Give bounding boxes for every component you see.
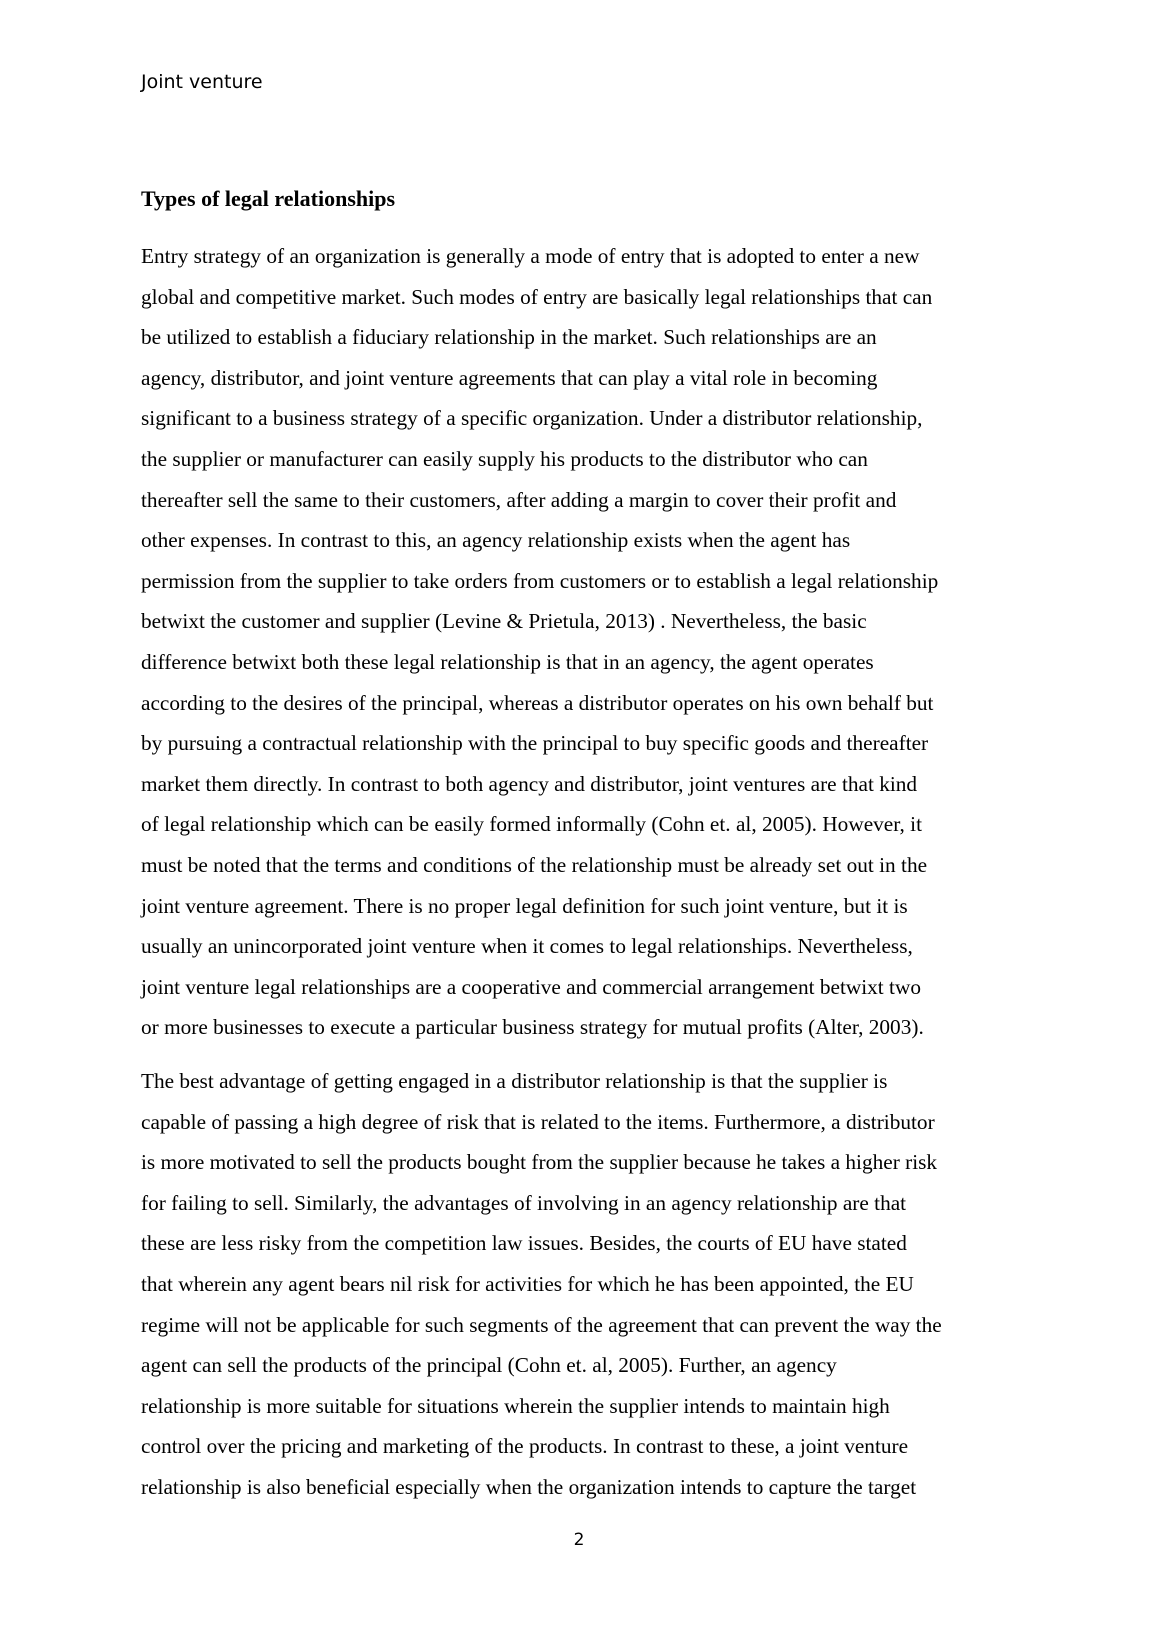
- text-line: Entry strategy of an organization is generally a mode of entry that is adopted to enter a new: [141, 244, 920, 268]
- paragraph-1: [141, 236, 1031, 1048]
- text-line: for failing to sell. Similarly, the advantages of involving in an agency relationship are that: [141, 1190, 907, 1215]
- text-line: thereafter sell the same to their customers, after adding a margin to cover their profit and: [141, 487, 897, 512]
- text-line: global and competitive market. Such modes of entry are basically legal relationships that can: [141, 284, 933, 309]
- text-line: must be noted that the terms and conditions of the relationship must be already set out in the: [141, 852, 928, 877]
- text-line: difference betwixt both these legal relationship is that in an agency, the agent operates: [141, 649, 874, 674]
- text-line: capable of passing a high degree of risk that is related to the items. Furthermore, a distributor: [141, 1109, 935, 1134]
- text-line: The best advantage of getting engaged in a distributor relationship is that the supplier is: [141, 1069, 888, 1093]
- text-line: other expenses. In contrast to this, an agency relationship exists when the agent has: [141, 528, 851, 553]
- text-line: relationship is also beneficial especially when the organization intends to capture the target: [141, 1474, 917, 1499]
- paragraph-2: [141, 1061, 1031, 1508]
- text-line: of legal relationship which can be easily formed informally (Cohn et. al, 2005). However, it: [141, 812, 922, 837]
- text-line: agent can sell the products of the principal (Cohn et. al, 2005). Further, an agency: [141, 1353, 837, 1378]
- text-line: be utilized to establish a fiduciary relationship in the market. Such relationships are an: [141, 325, 877, 350]
- text-line: or more businesses to execute a particular business strategy for mutual profits (Alter, 2003).: [141, 1015, 924, 1040]
- text-line: these are less risky from the competition law issues. Besides, the courts of EU have stated: [141, 1231, 907, 1256]
- text-line: agency, distributor, and joint venture agreements that can play a vital role in becoming: [141, 365, 878, 390]
- section-heading: Types of legal relationships: [141, 186, 396, 211]
- page-number: 2: [573, 1530, 585, 1550]
- text-line: joint venture agreement. There is no proper legal definition for such joint venture, but it is: [141, 893, 908, 918]
- text-line: according to the desires of the principal, whereas a distributor operates on his own behalf but: [141, 690, 934, 715]
- text-line: regime will not be applicable for such segments of the agreement that can prevent the way the: [141, 1312, 942, 1337]
- text-line: that wherein any agent bears nil risk for activities for which he has been appointed, the EU: [141, 1271, 914, 1296]
- text-line: is more motivated to sell the products bought from the supplier because he takes a higher risk: [141, 1150, 938, 1175]
- text-line: by pursuing a contractual relationship with the principal to buy specific goods and thereafter: [141, 731, 929, 756]
- text-line: permission from the supplier to take orders from customers or to establish a legal relationship: [141, 568, 939, 593]
- text-line: betwixt the customer and supplier (Levine & Prietula, 2013) . Nevertheless, the basic: [141, 609, 867, 634]
- text-line: relationship is more suitable for situations wherein the supplier intends to maintain high: [141, 1393, 890, 1418]
- text-line: market them directly. In contrast to both agency and distributor, joint ventures are that kind: [141, 771, 918, 796]
- text-line: control over the pricing and marketing of the products. In contrast to these, a joint venture: [141, 1434, 909, 1459]
- text-line: usually an unincorporated joint venture when it comes to legal relationships. Nevertheless,: [141, 934, 913, 959]
- text-line: joint venture legal relationships are a cooperative and commercial arrangement betwixt two: [141, 974, 921, 999]
- running-header: Joint venture: [141, 71, 263, 93]
- text-line: significant to a business strategy of a specific organization. Under a distributor relationship,: [141, 406, 923, 431]
- text-line: the supplier or manufacturer can easily supply his products to the distributor who can: [141, 446, 868, 471]
